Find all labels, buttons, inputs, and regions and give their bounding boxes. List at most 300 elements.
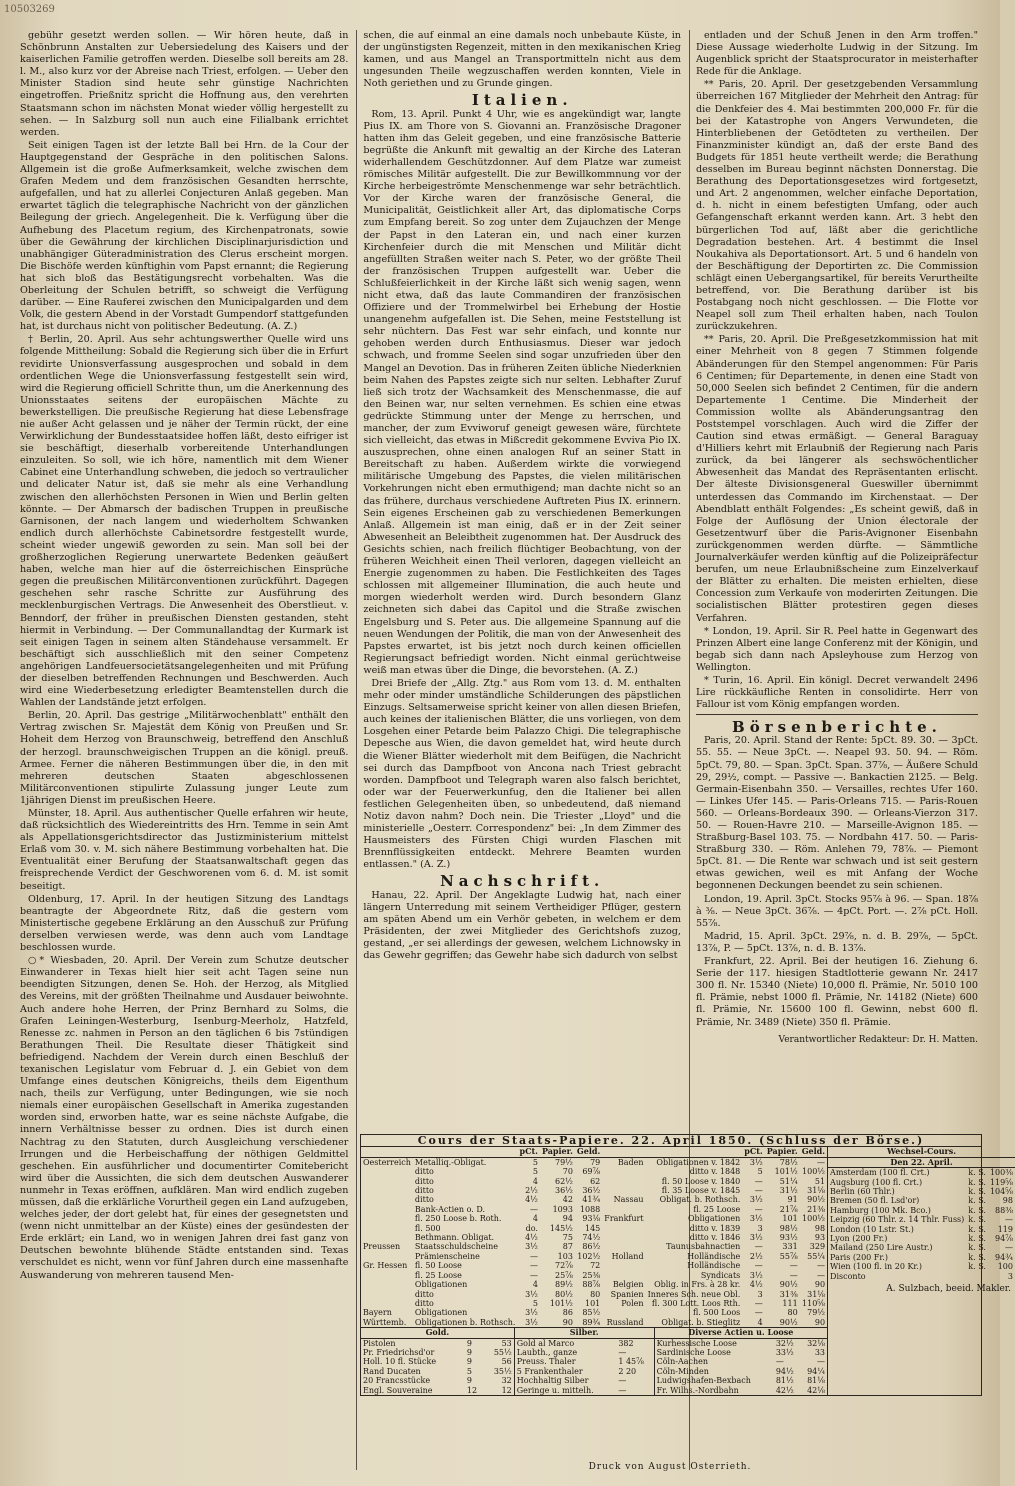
table-cell: Paris (200 Fr.) <box>830 1252 888 1262</box>
table-cell: fl. 25 Loose <box>693 1204 741 1214</box>
table-cell: 100½ <box>802 1167 826 1177</box>
table-cell: 33 <box>814 1347 826 1357</box>
table-cell: 69⅞ <box>582 1167 601 1177</box>
table-cell: 33½ <box>775 1347 794 1357</box>
table-cell: 75 <box>562 1233 573 1243</box>
table-cell: k. S. <box>968 1168 986 1178</box>
table-cell: Gold al Marco <box>516 1338 575 1348</box>
article-paragraph: Münster, 18. April. Aus authentischer Quelle erfahren wir heute, daß rücksichtlich des Wiedereintritts des Hrn. Temme in sein Amt als Appellationsgerichtsdirector das Justizministerium mittelst Erlaß vom 30. v. M. sich nähere Bestimmung vorbehalten hat. Die Eventualität einer Berufung der Staatsanwaltschaft gegen das freisprechende Verdict der Geschworenen vom 6. d. M. ist somit beseitigt. <box>20 808 349 892</box>
table-cell: 32⅛ <box>807 1338 826 1348</box>
table-cell <box>361 1271 413 1280</box>
heading-boersenberichte: Börsenberichte. <box>732 718 942 737</box>
table-cell: Holländische <box>687 1251 741 1261</box>
table-cell <box>361 1252 413 1261</box>
table-cell: 101½ <box>549 1298 573 1308</box>
table-cell: Hamburg (100 Mk. Bco.) <box>830 1205 931 1215</box>
news-articles <box>696 30 978 712</box>
article-paragraph: ** Paris, 20. April. Der gesetzgebenden Versammlung überreichen 167 Mitglieder der Mehrheit den Antrag: für die Denkfeier des 4. Mai bestimmten 200,000 Fr. für die bei der Katastrophe von Angers Verwundeten, die Hinterbliebenen der Getödteten zu vertheilen. Der Finanzminister kündigt an, daß der erste Band des Budgets für 1851 heute vertheilt werde; die Berathung desselben im Bureau beginnt nächsten Donnerstag. Die Berathung des Deportationsgesetzes wird fortgesetzt, und Art. 2 angenommen, welcher einfache Deportation, d. h. nicht in einem befestigten Umfang, oder auch Gefangenschaft erkannt werden kann. Art. 3 hebt den bürgerlichen Tod auf, läßt aber die gerichtliche Degradation bestehen. Art. 4 bestimmt die Insel Noukahiva als Deportationsort. Art. 5 und 6 handeln von der Beschäftigung der Deportirten zc. Die Commission schlägt einen Uebergangsartikel, für bereits Verurtheilte betreffend, vor. Die Berathung darüber ist bis Postabgang noch nicht geschlossen. — Die Flotte vor Neapel soll zum Theil erhalten haben, nach Toulon zurückzukehren. <box>695 79 978 333</box>
table-cell: 91 <box>787 1195 798 1205</box>
table-cell: 12 <box>466 1385 478 1395</box>
table-cell: 93 <box>814 1233 826 1243</box>
table-row <box>361 1242 827 1251</box>
table-cell: Obligationen b. Rothsch. <box>414 1317 516 1327</box>
wechsel-row <box>828 1196 1015 1205</box>
table-cell: 1088 <box>579 1204 601 1214</box>
table-cell: — <box>529 1261 538 1271</box>
heading-nachschrift: Nachschrift. <box>440 872 605 891</box>
table-cell: Lyon (200 Fr.) <box>830 1234 888 1244</box>
table-cell: 70 <box>562 1167 573 1177</box>
table-cell: 4½ <box>525 1195 538 1205</box>
table-cell: 3 <box>757 1223 763 1233</box>
table-cell: — <box>529 1251 538 1261</box>
boersen-paragraph: Frankfurt, 22. April. Bei der heutigen 16. Ziehung 6. Serie der 117. hiesigen Stadtlotterie gewann Nr. 2417 300 fl. Nr. 15340 (Niete) 10,000 fl. Prämie, Nr. 5010 100 fl. Prämie, nebst 1000 fl. Prämie, Nr. 14182 (Niete) 600 fl. Prämie, Nr. 15600 100 fl. Gewinn, nebst 600 fl. Prämie, Nr. 3489 (Niete) 350 fl. Prämie. <box>695 956 978 1028</box>
table-header: Geld. <box>801 1146 826 1157</box>
table-cell: Russland <box>606 1317 644 1327</box>
table-cell: Metalliq.-Obligat. <box>414 1157 487 1167</box>
table-cell: 2 20 <box>618 1366 637 1376</box>
table-cell: Amsterdam (100 fl. Crt.) <box>830 1168 930 1178</box>
table-cell: ditto <box>414 1186 434 1196</box>
table-cell: 3½ <box>749 1233 763 1243</box>
table-cell: fl. 35 Loose v. 1845 <box>661 1186 741 1196</box>
table-cell: — <box>1004 1215 1013 1225</box>
wechsel-title: Wechsel-Cours. <box>828 1147 1015 1157</box>
table-cell: Bethmann. Obligat. <box>414 1233 495 1243</box>
table-cell: fl. 500 Loos <box>692 1308 741 1318</box>
table-row <box>361 1157 827 1167</box>
diverse-row <box>655 1348 827 1357</box>
table-cell: 89¾ <box>582 1317 601 1327</box>
gold-title: Gold. <box>361 1328 514 1338</box>
table-cell: 331 <box>782 1242 798 1252</box>
table-header <box>602 1147 645 1157</box>
table-cell: Pr. Friedrichsd'or <box>363 1347 435 1357</box>
table-cell: 32 <box>501 1376 512 1386</box>
table-cell: London (10 Lstr. St.) <box>830 1224 914 1234</box>
table-cell <box>602 1177 645 1186</box>
table-cell: 31⅜ <box>779 1289 798 1299</box>
table-cell <box>361 1195 413 1204</box>
page-number: 10503269 <box>4 4 55 15</box>
table-cell: — <box>754 1204 763 1214</box>
table-cell: Holland <box>611 1251 644 1261</box>
staats-papiere-table <box>361 1147 827 1327</box>
table-cell: 100½ <box>802 1214 826 1224</box>
table-cell: 79½ <box>807 1308 826 1318</box>
wechsel-row <box>828 1168 1015 1178</box>
table-row <box>361 1261 827 1270</box>
table-cell: 119 <box>997 1224 1013 1234</box>
table-cell: 21⅞ <box>779 1204 798 1214</box>
diverse-row <box>655 1367 827 1376</box>
table-cell <box>361 1167 413 1176</box>
table-cell: Württemb. <box>363 1317 407 1327</box>
table-cell: 110⅝ <box>802 1298 826 1308</box>
table-cell: Kurhessische Loose <box>656 1338 737 1348</box>
wechsel-table <box>828 1147 1015 1281</box>
article-paragraph: Rom, 13. April. Punkt 4 Uhr, wie es angekündigt war, langte Pius IX. am Thore von S. Giovanni an. Französische Dragoner hatten ihm das Geleit gegeben, und eine französische Batterie begrüßte die Ankunft mit gewaltig an der Kirche des Lateran widerhallendem Geschützdonner. Auf dem Platze war zumeist römisches Militär aufgestellt. Die zur Bewillkommnung vor der Kirche herbeigeströmte Menschenmenge war sehr beträchtlich. Vor der Kirche waren der französische General, die Municipalität, Geistlichkeit aller Art, das diplomatische Corps zum Empfang bereit. So zog unter dem Zujauchzen der Menge der Papst in den Lateran ein, und nach einer kurzen Kirchenfeier durch die mit Menschen und Militär dicht angefüllten Straßen weiter nach S. Peter, wo der größte Theil der französischen Truppen aufgestellt war. Ueber die Schlußfeierlichkeit in der Kirche läßt sich wenig sagen, wenn nicht etwa, daß das laute Commandiren der französischen Offiziere und der Trommelwirbel bei Erhebung der Hostie unangenehm aufgefallen ist. Die Sehen, meine Feststellung ist sehr nüchtern. Das Fest war sehr einfach, und konnte nur gehoben werden durch Enthusiasmus. Dieser war jedoch schwach, und fromme Seelen sind sogar unzufrieden über den Mangel an Devotion. Das in früheren Zeiten übliche Niederknien beim Nahen des Papstes zeigte sich nur selten. Lebhafter Zuruf ließ sich trotz der Wachsamkeit des Menschenmasse, die auf den Beinen war, nur selten vernehmen. Es schien eine etwas gedrückte Stimmung unter der Menge zu herrschen, und mancher, der zum Evviworuf geneigt gewesen wäre, fürchtete sich vielleicht, das etwas in Mißcredit gekommene Evviva Pio IX. auszusprechen, ohne einen analogen Ruf an seiner Statt in Bereitschaft zu haben. Außerdem wirkte die vorwiegend militärische Umgebung des Papstes, die vielen militärischen Vorkehrungen nicht eben ermuthigend; man dachte nicht so an das frühere, durchaus verschiedene Auftreten Pius IX. erinnern. Sein eigenes Erscheinen gab zu verschiedenen Bemerkungen Anlaß. Allgemein ist man einig, daß er in der Zeit seiner Abwesenheit an Beleibtheit zugenommen hat. Der Ausdruck des Gesichts schien, nach freilich flüchtiger Beobachtung, von der früheren Weichheit einen Theil verloren, dagegen vielleicht an Energie zugenommen zu haben. Die Festlichkeiten des Tages schlossen mit allgemeiner Illumination, die auch heute und morgen wiederholt werden wird. Durch besondern Glanz zeichneten sich dabei das Capitol und die Straße zwischen Engelsburg und S. Peter aus. Die allgemeine Spannung auf die neuen Wendungen der Politik, die man von der Anwesenheit des Papstes erwartet, ist bis jetzt noch durch keinen officiellen Regierungsact befriedigt worden. Nicht einmal gerüchtweise weiß man etwas über die Dinge, die bevorstehen. (A. Z.) <box>363 108 681 676</box>
table-cell: fl. 50 Loose <box>414 1261 462 1271</box>
table-cell: 80 <box>590 1289 601 1299</box>
table-cell: 1 45⅞ <box>618 1357 644 1367</box>
table-cell: Oesterreich <box>363 1157 411 1167</box>
stock-table-title: Cours der Staats-Papiere. 22. April 1850. (Schluss der Börse.) <box>361 1135 981 1147</box>
table-row <box>361 1224 827 1233</box>
table-cell: Gr. Hessen <box>363 1261 408 1271</box>
wechsel-row <box>828 1178 1015 1187</box>
divider <box>696 714 978 715</box>
table-cell: 31⅛ <box>807 1289 826 1299</box>
table-cell: Disconto <box>830 1271 866 1281</box>
table-cell: 88⅞ <box>582 1280 601 1290</box>
table-cell: ditto <box>414 1167 434 1177</box>
table-cell: 80 <box>787 1308 798 1318</box>
table-cell: 4 <box>532 1280 538 1290</box>
table-cell <box>361 1214 413 1223</box>
table-cell: k. S. <box>968 1224 986 1234</box>
table-cell: 56 <box>501 1357 512 1367</box>
table-cell: 41¾ <box>582 1195 601 1205</box>
table-cell: Cöln-Minden <box>656 1366 709 1376</box>
table-row <box>361 1299 827 1308</box>
table-cell <box>361 1224 413 1233</box>
table-cell: Pistolen <box>363 1338 396 1348</box>
table-cell: 329 <box>809 1242 826 1252</box>
table-cell: 42½ <box>775 1385 794 1395</box>
table-cell <box>361 1280 413 1289</box>
table-cell: Geringe u. mittelh. <box>516 1385 594 1395</box>
table-cell: Augsburg (100 fl. Crt.) <box>830 1177 923 1187</box>
nachschrift-text: Hanau, 22. April. Der Angeklagte Ludwig hat, nach einer längern Unterredung mit seinem Vertheidiger Pflüger, gestern am späten Abend um ein Verhör gebeten, in welchem er dem Präsidenten, der zwei Mitglieder des Gerichtshofs zuzog, gestand, „er sei allerdings der gewesen, welchem Lichnowsky in das Gewehr gegriffen; das Gewehr habe sich dadurch von selbst <box>363 889 681 962</box>
table-cell: fl. 50 Loose v. 1840 <box>661 1176 741 1186</box>
table-cell: fl. 500 <box>414 1223 441 1233</box>
gold-row <box>361 1348 514 1357</box>
table-cell: 12 <box>501 1385 512 1395</box>
table-cell: 86½ <box>582 1242 601 1252</box>
table-cell: k. S. <box>968 1243 986 1253</box>
table-cell: 42⅛ <box>807 1385 826 1395</box>
table-cell: Wien (100 fl. in 20 Kr.) <box>830 1262 923 1272</box>
article-paragraph: † Berlin, 20. April. Aus sehr achtungswerther Quelle wird uns folgende Mittheilung: Sobald die Regierung sich über die in Erfurt revidirte Unionsverfassung ausgesprochen und sobald in dem ordentlichen Wege die Unionsverfassung festgestellt sein wird, wird die Regierung officiell Schritte thun, um die Anerkennung des Unionsstaates seitens der europäischen Mächte zu bewerkstelligen. Die preußische Regierung hat diese Lebensfrage nie außer Acht gelassen und je näher der Termin rückt, der eine Verwirklichung der Bundesstaatsidee hoffen läßt, desto eifriger ist sie beschäftigt, dieserhalb vorbereitende Unterhandlungen einzuleiten. So soll, wie ich höre, namentlich mit dem Wiener Cabinet eine Unterhandlung schweben, die jedoch so vertraulicher und delicater Natur ist, daß sie mehr als eine Verhandlung zwischen den allerhöchsten Personen in Wien und Berlin gelten könnte. — Der Abmarsch der badischen Truppen in preußische Garnisonen, der nach langem und wiederholtem Schwanken endlich durch allerhöchste Cabinetsordre festgestellt wurde, scheint wieder ungewiß geworden zu sein. Man soll bei der großherzoglichen Regierung unerwartete Bedenken geäußert haben, welche man hier auf die österreichischen Einsprüche gegen die preußischen Militärconventionen zurückführt. Dagegen geschehen sehr rasche Schritte zur Ausführung des mecklenburgischen Vertrags. Die Anwesenheit des Oberstlieut. v. Benndorf, der früher in preußischen Diensten gestanden, steht hiermit in Verbindung. — Der Communallandtag der Kurmark ist seit einigen Tagen in seinem alten Ständehause versammelt. Er beschäftigt sich ausschließlich mit den seiner Competenz angehörigen Landfeuersocietätsangelegenheiten und mit Prüfung der dieselben betreffenden Rechnungen und Beschwerden. Auch wird eine Wiederbesetzung erledigter Beamtenstellen durch die Wahlen der Landstände jetzt erfolgen. <box>20 334 349 709</box>
boersen-paragraph: Madrid, 15. April. 3pCt. 29⅞, n. d. B. 29⅞, — 5pCt. 13⅞, P. — 5pCt. 13⅞, n. d. B. 13⅞. <box>695 930 978 954</box>
boersen-reports <box>696 735 978 1029</box>
table-cell: ditto <box>414 1298 434 1308</box>
table-cell: 79½ <box>554 1157 573 1167</box>
table-cell: 62½ <box>554 1176 573 1186</box>
table-cell: — <box>789 1261 798 1271</box>
article-paragraph: Drei Briefe der „Allg. Ztg." aus Rom vom 13. d. M. enthalten mehr oder minder umständliche Schilderungen des päpstlichen Einzugs. Seltsamerweise spricht keiner von allen diesen Briefen, auch keines der italienischen Blätter, die uns vorliegen, von dem Losgehen einer Petarde beim Palazzo Chigi. Die telegraphische Depesche aus Wien, die davon gemeldet hat, wird heute durch die Wiener Blätter wiederholt mit dem Beifügen, die Nachricht sei durch das Dampfboot von Ancona nach Triest gebracht worden. Dampfboot und Telegraph waren also falsch berichtet, oder war der Feuerwerkunfug, den die Italiener bei allen festlichen Gelegenheiten üben, so unbedeutend, daß niemand Notiz davon nahm? Doch nein. Die Triester „Lloyd" und die ministerielle „Oesterr. Correspondenz" bei: „In dem Zimmer des Hausmeisters des Fürsten Chigi wurden Flaschen mit Brennflüssigkeiten entdeckt. Mehrere Beamten wurden entlassen." (A. Z.) <box>363 677 681 871</box>
table-cell: Engl. Souveraine <box>363 1385 433 1395</box>
table-cell: Nassau <box>613 1195 644 1205</box>
table-cell: fl. 25 Loose <box>414 1270 462 1280</box>
table-cell: 74½ <box>582 1233 601 1243</box>
silber-row <box>515 1376 654 1385</box>
table-cell: 3 <box>1007 1271 1013 1281</box>
table-cell: k. S. <box>968 1205 986 1215</box>
table-cell: 101 <box>782 1214 798 1224</box>
table-cell: 4½ <box>749 1280 763 1290</box>
table-cell: Baden <box>617 1157 644 1167</box>
printer-footer: Druck von August Osterrieth. <box>588 1462 752 1472</box>
gold-row <box>361 1357 514 1366</box>
article-paragraph: Oldenburg, 17. April. In der heutigen Sitzung des Landtags beantragte der Abgeordnete Ritz, daß die gestern vom Ministertische gegebene Erklärung an den Ausschuß zur Prüfung derselben verwiesen werde, was denn auch vom Landtage beschlossen wurde. <box>20 893 349 954</box>
article-paragraph: ○* Wiesbaden, 20. April. Der Verein zum Schutze deutscher Einwanderer in Texas hielt hier seit acht Tagen seine nun beendigten Sitzungen, denen Se. Hoh. der Herzog, als Mitglied des Vereins, mit der größten Theilnahme und Ausdauer beiwohnte. Auch andere hohe Herren, der Prinz Bernhard zu Solms, die Grafen Leiningen-Westerburg, Isenburg-Meerholz, Hatzfeld, Renesse zc. nahmen in Person an den täglichen 6 bis 7stündigen Berathungen Theil. Die Resultate dieser Thätigkeit sind befriedigend. Nachdem der Verein durch einen Beschluß der texanischen Legislatur vom Februar d. J. ein Gebiet von dem Umfange eines deutschen Königreichs, theils dem Eigenthum nach, theils zur Verfügung, unter Bedingungen, wie sie noch niemals einer europäischen Gesellschaft in Amerika zugestanden worden sind, erworben hatte, war es seine nächste Aufgabe, die innern Verhältnisse besser zu ordnen. Dies ist durch einen Nachtrag zu den Statuten, durch Ausgleichung verschiedener Irrungen und die Herbeischaffung der nöthigen Geldmittel geschehen. Ein ausführlicher und documentirter Comitebericht wird über die Aussichten, die sich dem deutschen Auswanderer nunmehr in Texas eröffnen, aufklären. Man wird endlich zugeben müssen, daß die erklärliche Vorurtheil gegen ein Land aufzugeben, welches jeder, der dort gelebt hat, für eines der gesegnetsten und (wenn nicht unmittelbar an der Küste) eines der gesündesten der Erde erklärt; ein Land, wo in wenigen Jahren drei fast ganz von Deutschen bewohnte blühende Städte entstanden sind. Texas verschuldet es nicht, wenn vor fünf Jahren durch eine massenhafte Auswanderung von mehreren tausend Men- <box>20 955 349 1281</box>
table-cell: 1093 <box>552 1204 573 1214</box>
table-cell: — <box>754 1308 763 1318</box>
table-cell: Belgien <box>612 1280 644 1290</box>
table-cell <box>602 1186 645 1195</box>
silber-title: Silber. <box>515 1328 654 1338</box>
table-cell: 4 <box>532 1214 538 1224</box>
article-paragraph: Berlin, 20. April. Das gestrige „Militärwochenblatt" enthält den Vertrag zwischen Sr. Majestät dem König von Preußen und Sr. Hoheit dem Herzog von Braunschweig, betreffend den Anschluß der herzogl. braunschweigischen Truppen an die königl. preuß. Armee. Ferner die näheren Bestimmungen über die, in den mit mehreren deutschen Staaten abgeschlossenen Militärconventionen stipulirte Zulassung junger Leute zum 1jährigen Dienst im preußischen Heere. <box>20 710 349 806</box>
gold-row <box>361 1376 514 1385</box>
table-cell: 2½ <box>525 1186 538 1196</box>
table-cell: Mailand (250 Lire Austr.) <box>830 1243 933 1253</box>
table-cell: 4½ <box>525 1233 538 1243</box>
table-row <box>361 1233 827 1242</box>
wechsel-row <box>828 1272 1015 1281</box>
table-cell: 89½ <box>554 1280 573 1290</box>
table-cell: 36½ <box>554 1186 573 1196</box>
table-cell: k. S. <box>968 1215 986 1225</box>
table-cell: 21⅜ <box>807 1204 826 1214</box>
table-cell: Preuss. Thaler <box>516 1357 576 1367</box>
table-cell: 94¾ <box>995 1252 1013 1262</box>
redakteur-line: Verantwortlicher Redakteur: Dr. H. Matten. <box>778 1034 978 1045</box>
table-row <box>361 1195 827 1204</box>
table-cell: 78½ <box>779 1157 798 1167</box>
table-cell: — <box>817 1261 826 1271</box>
diverse-row <box>655 1376 827 1385</box>
table-cell: 42 <box>562 1195 573 1205</box>
table-row <box>361 1177 827 1186</box>
table-cell <box>361 1205 413 1214</box>
diverse-title: Diverse Actien u. Loose <box>655 1328 827 1338</box>
table-cell: Oblig. in Frs. à 28 kr. <box>654 1280 741 1290</box>
article-paragraph: * London, 19. April. Sir R. Peel hatte in Gegenwart des Prinzen Albert eine lange Conferenz mit der Königin, und begab sich dann nach Apsleyhouse zum Herzog von Wellington. <box>695 625 978 673</box>
table-cell: fl. 250 Loose b. Roth. <box>414 1214 502 1224</box>
table-cell: — <box>754 1298 763 1308</box>
table-cell: 51 <box>814 1176 826 1186</box>
table-cell: 62 <box>590 1176 601 1186</box>
table-cell: 79 <box>590 1157 601 1167</box>
table-cell: ditto v. 1839 <box>689 1223 741 1233</box>
table-cell: do. <box>525 1223 538 1233</box>
column-1 <box>20 30 348 1470</box>
table-cell: — <box>775 1357 784 1367</box>
table-cell: 90½ <box>779 1317 798 1327</box>
article-paragraph: gebühr gesetzt werden sollen. — Wir hören heute, daß in Schönbrunn Anstalten zur Uebersiedelung des Kaisers und der kaiserlichen Familie getroffen werden. Dieselbe soll bereits am 28. l. M., also kurz vor der Abreise nach Triest, erfolgen. — Ueber den Minister Stadion sind heute sehr günstige Nachrichten eingetroffen. Prießnitz spricht die Hoffnung aus, den verehrten Staatsmann schon im nächsten Monat wieder völlig hergestellt zu sehen. — In Salzburg soll nun auch eine Filialbank errichtet werden. <box>20 30 349 138</box>
table-cell: k. S. <box>968 1196 986 1206</box>
table-cell: 98 <box>814 1223 826 1233</box>
italien-intro: schen, die auf einmal an eine damals noch unbebaute Küste, in der ungünstigsten Regenzeit, mitten in den mexikanischen Krieg kamen, und aus Mangel an Transportmitteln nicht aus dem ungesunden Theile wegzuschaffen werden konnten, Viele in Noth geriethen und zu Grunde gingen. <box>363 30 681 90</box>
table-header: pCt. <box>519 1146 538 1157</box>
table-cell <box>966 1272 988 1281</box>
wechsel-cours <box>828 1147 1015 1395</box>
table-cell: 3½ <box>749 1157 763 1167</box>
table-cell: 90 <box>562 1317 573 1327</box>
table-header: Papier. <box>766 1146 798 1157</box>
table-cell: Staatsschuldscheine <box>414 1242 498 1252</box>
table-cell: Prämienscheine <box>414 1251 480 1261</box>
table-cell: Bank-Actien o. D. <box>414 1204 486 1214</box>
column-2-text <box>363 30 681 963</box>
table-cell: — <box>789 1270 798 1280</box>
table-cell: 90½ <box>779 1280 798 1290</box>
table-cell: 55½ <box>493 1347 512 1357</box>
table-cell: ditto v. 1846 <box>689 1233 741 1243</box>
table-cell: 93⅛ <box>582 1214 601 1224</box>
table-cell <box>602 1205 645 1214</box>
table-cell: 102½ <box>577 1251 601 1261</box>
wechsel-row <box>828 1234 1015 1243</box>
table-cell: 55⅞ <box>779 1251 798 1261</box>
table-cell: Sardinische Loose <box>656 1347 731 1357</box>
table-cell: 101 <box>584 1298 601 1308</box>
wechsel-row <box>828 1206 1015 1215</box>
table-cell: Bayern <box>363 1308 392 1318</box>
diverse-table <box>655 1328 827 1395</box>
table-cell: Fr. Wilhs.-Nordbahn <box>656 1385 739 1395</box>
stock-table-grid <box>361 1146 1013 1395</box>
table-cell: 5 <box>532 1167 538 1177</box>
table-row <box>361 1318 827 1327</box>
article-paragraph: ** Paris, 20. April. Die Preßgesetzkommission hat mit einer Mehrheit von 8 gegen 7 Stimmen folgende Abänderungen für den Stempel angenommen: Für Paris 6 Centimen; für Departemente, in denen eine Stadt von 50,000 Seelen sich befindet 2 Centimen, für die andern Departemente 1 Centime. Die Minderheit der Commission wollte als Abänderungsantrag den Poststempel vorschlagen. Auch wird die Ziffer der Caution sind etwas ermäßigt. — General Baraguay d'Hilliers kehrt mit Erlaubniß der Regierung nach Paris zurück, da bei längerer als sechswöchentlicher Abwesenheit das Mandat des Repräsentanten erlischt. Der älteste Divisionsgeneral Gueswiller übernimmt unterdessen das Commando im Kirchenstaat. — Der Abendblatt enthält Folgendes: „Es scheint gewiß, daß in Folge der Auflösung der Union électorale der Gesetzentwurf über die Paris-Avignoner Eisenbahn zurückgenommen werden dürfte. — Sämmtliche Journalverkäufer werden künftig auf die Polizeipräfectur berufen, um neue Erlaubnißscheine zum Einzelverkauf der Blätter zu erhalten. Die meisten erhielten, diese Concession zum Verkaufe von moderirten Zeitungen. Die socialistischen Blätter protestiren gegen dieses Verfahren. <box>695 334 978 624</box>
table-cell: 72⅞ <box>554 1261 573 1271</box>
table-cell: 145½ <box>549 1223 573 1233</box>
table-cell: Laubth., ganze <box>516 1347 578 1357</box>
table-cell: 100⅜ <box>989 1168 1013 1178</box>
table-cell: 98 <box>1002 1196 1013 1206</box>
table-row <box>361 1308 827 1317</box>
table-cell <box>602 1308 645 1317</box>
table-cell: 81½ <box>775 1376 794 1386</box>
table-cell: 98½ <box>779 1223 798 1233</box>
table-cell: Obligationen <box>414 1308 468 1318</box>
table-row <box>361 1214 827 1223</box>
silber-row <box>515 1386 654 1395</box>
staats-papiere <box>361 1147 828 1395</box>
wechsel-date: Den 22. April. <box>828 1157 1015 1167</box>
table-cell: 3 <box>757 1289 763 1299</box>
table-cell: Cöln-Aachen <box>656 1357 709 1367</box>
table-cell: 88⅜ <box>995 1205 1013 1215</box>
table-cell: 31½ <box>779 1186 798 1196</box>
table-cell: 90 <box>814 1280 826 1290</box>
table-cell: 5 <box>466 1366 472 1376</box>
table-cell: — <box>618 1376 627 1386</box>
table-cell: k. S. <box>968 1187 986 1197</box>
table-cell: 3½ <box>525 1308 538 1318</box>
silber-row <box>515 1348 654 1357</box>
table-cell: 100 <box>997 1262 1013 1272</box>
table-cell: 53 <box>501 1338 512 1348</box>
table-cell <box>361 1290 413 1299</box>
table-row <box>361 1280 827 1289</box>
table-cell: ditto v. 1848 <box>689 1167 741 1177</box>
table-cell: Hochhaltig Silber <box>516 1376 589 1386</box>
table-cell: 94⅞ <box>995 1234 1013 1244</box>
table-cell: 31⅛ <box>807 1186 826 1196</box>
table-cell: 101½ <box>774 1167 798 1177</box>
table-cell: — <box>529 1270 538 1280</box>
table-cell: 9 <box>466 1347 472 1357</box>
table-cell: — <box>817 1270 826 1280</box>
table-cell: fl. 300 Lott. Loos Rth. <box>651 1298 741 1308</box>
table-cell <box>361 1177 413 1186</box>
table-cell: k. S. <box>968 1234 986 1244</box>
table-cell <box>602 1261 645 1270</box>
table-header <box>646 1147 743 1157</box>
table-cell <box>602 1242 645 1251</box>
table-cell: 5 Frankenthaler <box>516 1366 583 1376</box>
table-cell: Obligationen v. 1842 <box>656 1157 741 1167</box>
table-cell: 25⅞ <box>554 1270 573 1280</box>
table-cell <box>361 1233 413 1242</box>
table-cell: k. S. <box>968 1262 986 1272</box>
diverse-row <box>655 1338 827 1348</box>
stock-table <box>360 1134 1013 1396</box>
table-cell: 9 <box>466 1357 472 1367</box>
article-paragraph: * Turin, 16. April. Ein königl. Decret verwandelt 2496 Lire rückkäufliche Renten in consolidirte. Herr von Fallour ist vom König empfangen worden. <box>695 674 978 711</box>
table-cell: k. S. <box>968 1252 986 1262</box>
table-cell: 9 <box>466 1376 472 1386</box>
table-cell: 103 <box>557 1251 573 1261</box>
table-cell: Rand Ducaten <box>363 1366 421 1376</box>
article-paragraph: Seit einigen Tagen ist der letzte Ball bei Hrn. de la Cour der Hauptgegenstand der Gespräche in den politischen Salons. Allgemein ist die große Aufmerksamkeit, welche zwischen dem Grafen Medem und dem französischen Gesandten herrschte, aufgefallen, und hat zu allerlei Conjecturen Anlaß gegeben. Man erwartet täglich die telegraphische Nachricht von der gänzlichen Beilegung der griech. Angelegenheit. Die k. Verfügung über die Aufhebung des Placetum regium, des Kirchenpatronats, sowie über die Gewährung der kirchlichen Disciplinarjurisdiction und unabhängiger Güteradministration des Clerus erscheint morgen. Die Bischöfe werden künftighin vom Papst ernannt; die Regierung hat sich bloß das Bestätigungsrecht vorbehalten. Was die Oberleitung der Schulen betrifft, so schweigt die Verfügung darüber. — Eine Rauferei zwischen den Municipalgarden und dem Volk, die gestern Abend in der Vorstadt Gumpendorf stattgefunden hat, ist durchaus nicht von politischer Bedeutung. (A. Z.) <box>20 139 349 333</box>
table-cell: ditto <box>414 1289 434 1299</box>
table-cell: 104⅝ <box>989 1187 1013 1197</box>
wechsel-row <box>828 1262 1015 1271</box>
table-cell: 86 <box>562 1308 573 1318</box>
table-cell: 3½ <box>749 1214 763 1224</box>
table-cell: 382 <box>618 1338 634 1348</box>
wechsel-row <box>828 1243 1015 1252</box>
makler-signature: A. Sulzbach, beeid. Makler. <box>886 1284 1011 1295</box>
table-row <box>361 1252 827 1261</box>
table-cell: — <box>754 1186 763 1196</box>
table-cell: Holl. 10 fl. Stücke <box>363 1357 437 1367</box>
table-cell: Ludwigshafen-Bexbach <box>656 1376 751 1386</box>
table-header: Geld. <box>576 1146 601 1157</box>
table-cell: 87 <box>562 1242 573 1252</box>
table-cell: 81⅛ <box>807 1376 826 1386</box>
table-cell: Leipzig (60 Thlr. z. 14 Thlr. Fuss) <box>830 1215 965 1225</box>
table-row <box>361 1186 827 1195</box>
wechsel-row <box>828 1215 1015 1224</box>
silber-row <box>515 1367 654 1376</box>
table-cell: 25⅜ <box>582 1270 601 1280</box>
table-cell <box>602 1271 645 1280</box>
table-cell: Obligat. b. Stieglitz <box>661 1317 741 1327</box>
table-cell: Bremen (50 fl. Lsd'or) <box>830 1196 920 1206</box>
gold-row <box>361 1338 514 1348</box>
table-cell: 90½ <box>807 1195 826 1205</box>
table-header: Papier. <box>541 1146 573 1157</box>
table-cell: 85½ <box>582 1308 601 1318</box>
table-header <box>413 1147 518 1157</box>
table-row <box>361 1271 827 1280</box>
table-cell: 5 <box>532 1157 538 1167</box>
table-cell: Obligationen <box>414 1280 468 1290</box>
gold-row <box>361 1386 514 1395</box>
table-cell <box>361 1299 413 1308</box>
table-cell: Spanien <box>610 1289 644 1299</box>
gold-table <box>361 1328 515 1395</box>
diverse-row <box>655 1386 827 1395</box>
table-cell: 3½ <box>525 1242 538 1252</box>
